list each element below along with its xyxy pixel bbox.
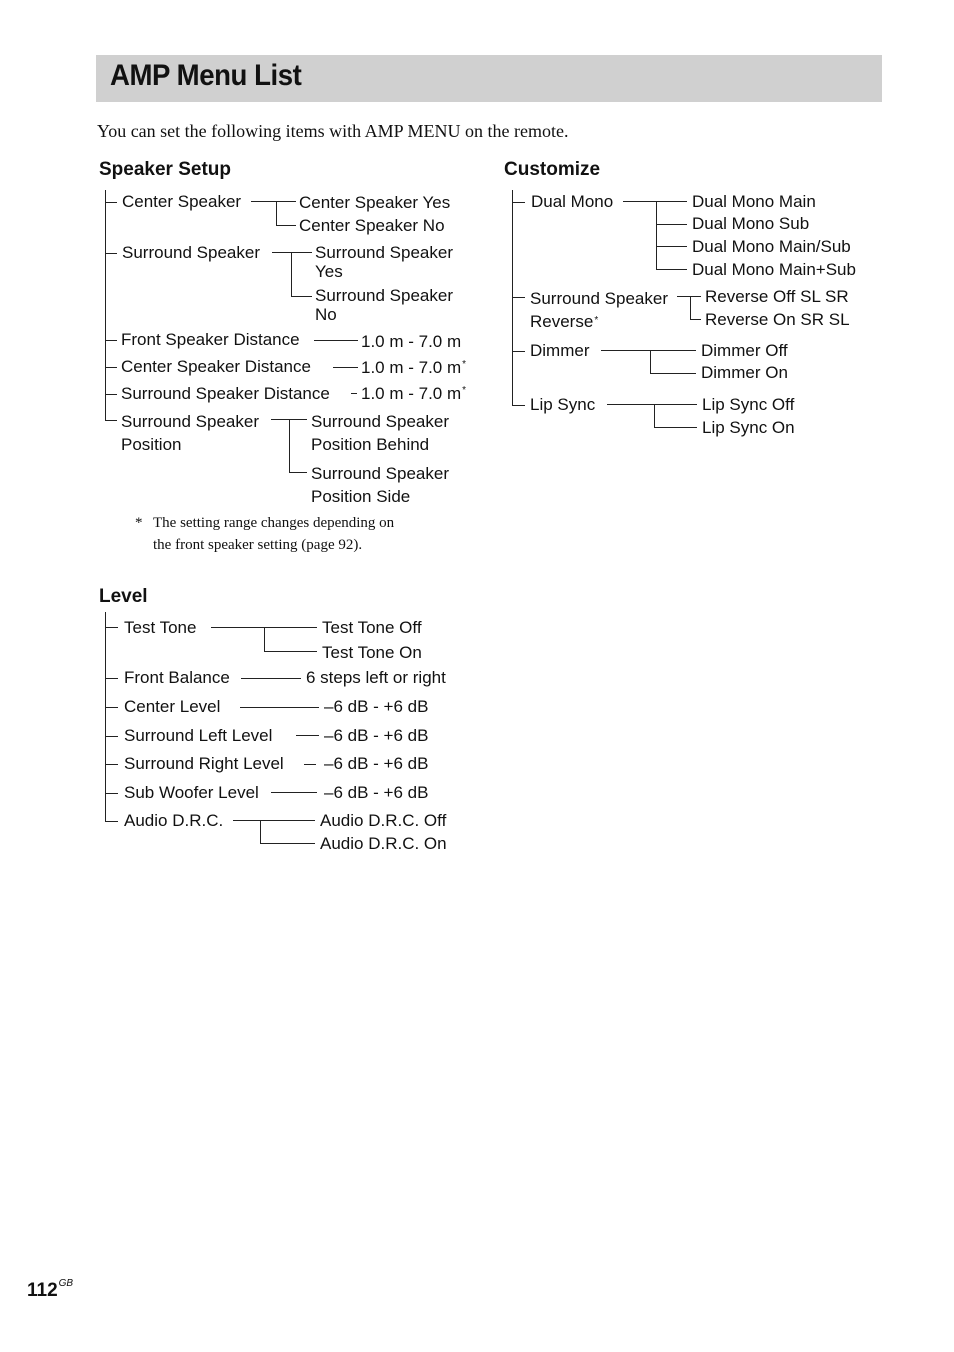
menu-line: [530, 310, 668, 333]
tree-line: [105, 253, 117, 254]
menu-item-center-speaker-distance: Center Speaker Distance: [121, 357, 311, 376]
asterisk-mark: *: [594, 315, 599, 326]
footnote-line: The setting range changes depending on: [153, 515, 395, 531]
value-front-balance: 6 steps left or right: [306, 668, 446, 687]
tree-line: [291, 296, 312, 297]
option-line: Surround Speaker: [315, 286, 453, 305]
tree-line: [271, 792, 317, 793]
menu-item-surround-speaker: Surround Speaker: [122, 243, 260, 262]
speaker-setup-heading: Speaker Setup: [99, 159, 231, 180]
tree-line: [105, 202, 117, 203]
tree-line: [105, 707, 118, 708]
tree-line: [650, 373, 696, 374]
option-audio-drc-off: Audio D.R.C. Off: [320, 811, 447, 830]
menu-line-text: Reverse: [530, 312, 594, 331]
tree-line: [333, 367, 358, 368]
value-text: 1.0 m - 7.0 m: [361, 358, 462, 377]
tree-line: [677, 296, 701, 297]
option-test-tone-off: Test Tone Off: [322, 618, 422, 637]
menu-line: Surround Speaker: [121, 412, 259, 431]
option-line: Position Side: [311, 487, 411, 506]
option-position-behind: [311, 410, 449, 456]
tree-line: [690, 296, 691, 319]
tree-line: [260, 843, 315, 844]
tree-line: [607, 404, 697, 405]
tree-line: [105, 678, 118, 679]
page-number-value: 112: [27, 1280, 58, 1301]
menu-item-surround-left-level: Surround Left Level: [124, 726, 273, 745]
option-line: Yes: [315, 262, 343, 281]
menu-item-test-tone: Test Tone: [124, 618, 197, 637]
value-surround-left-level: –6 dB - +6 dB: [324, 726, 429, 745]
tree-line: [656, 269, 687, 270]
value-text: 1.0 m - 7.0 m: [361, 384, 462, 403]
tree-line: [291, 252, 292, 296]
option-dual-mono-main-sub: Dual Mono Main/Sub: [692, 237, 851, 256]
tree-line: [272, 252, 312, 253]
tree-line: [105, 764, 118, 765]
option-dimmer-on: Dimmer On: [701, 363, 788, 382]
option-dual-mono-main: Dual Mono Main: [692, 192, 816, 211]
tree-line: [314, 340, 358, 341]
tree-line: [656, 246, 687, 247]
value-center-speaker-distance: [361, 358, 466, 377]
option-reverse-off: Reverse Off SL SR: [705, 287, 849, 306]
value-sub-woofer-level: –6 dB - +6 dB: [324, 783, 429, 802]
option-line: No: [315, 305, 337, 324]
option-position-side: [311, 462, 449, 508]
option-center-speaker-yes: Center Speaker Yes: [299, 193, 451, 212]
page-number-suffix: GB: [58, 1278, 74, 1289]
tree-line: [260, 820, 261, 843]
option-surround-speaker-no: [315, 286, 453, 324]
option-line: Position Behind: [311, 435, 430, 454]
tree-line: [304, 764, 316, 765]
option-audio-drc-on: Audio D.R.C. On: [320, 834, 447, 853]
option-line: Surround Speaker: [311, 464, 449, 483]
tree-line: [105, 736, 118, 737]
tree-line: [241, 678, 301, 679]
menu-item-audio-drc: Audio D.R.C.: [124, 811, 224, 830]
menu-item-sub-woofer-level: Sub Woofer Level: [124, 783, 259, 802]
menu-line: Surround Speaker: [530, 289, 668, 308]
tree-line: [264, 651, 317, 652]
menu-item-dual-mono: Dual Mono: [531, 192, 614, 211]
tree-line: [512, 405, 525, 406]
tree-line: [601, 350, 696, 351]
tree-line: [105, 340, 117, 341]
tree-line: [656, 224, 687, 225]
tree-line: [512, 297, 525, 298]
tree-line: [276, 225, 296, 226]
tree-line: [289, 472, 307, 473]
tree-line: [105, 627, 118, 628]
value-surround-speaker-distance: [361, 384, 466, 403]
level-heading: Level: [99, 586, 148, 607]
customize-heading: Customize: [504, 159, 601, 180]
menu-item-surround-speaker-distance: Surround Speaker Distance: [121, 384, 330, 403]
intro-text: You can set the following items with AMP MENU on the remote.: [97, 121, 569, 141]
option-surround-speaker-yes: [315, 243, 453, 281]
title-bar: [96, 55, 882, 102]
tree-line: [623, 201, 687, 202]
tree-line: [656, 201, 657, 269]
tree-line: [105, 420, 117, 421]
menu-item-front-balance: Front Balance: [124, 668, 230, 687]
page-title: AMP Menu List: [110, 59, 302, 92]
tree-line: [233, 820, 315, 821]
asterisk-mark: *: [462, 359, 467, 370]
option-line: Surround Speaker: [311, 412, 449, 431]
tree-line: [351, 393, 357, 394]
tree-line: [512, 351, 525, 352]
tree-line: [296, 735, 319, 736]
menu-item-surround-speaker-reverse: [530, 287, 668, 333]
option-dimmer-off: Dimmer Off: [701, 341, 788, 360]
menu-item-dimmer: Dimmer: [530, 341, 590, 360]
option-reverse-on: Reverse On SR SL: [705, 310, 850, 329]
tree-line: [240, 707, 319, 708]
tree-line: [512, 202, 525, 203]
footnote-text: [153, 512, 394, 556]
tree-line: [289, 419, 290, 472]
tree-line: [105, 821, 118, 822]
page-number: [27, 1280, 73, 1302]
menu-item-center-level: Center Level: [124, 697, 221, 716]
tree-line: [105, 612, 106, 821]
option-line: Surround Speaker: [315, 243, 453, 262]
tree-line: [276, 201, 277, 225]
option-dual-mono-main-plus-sub: Dual Mono Main+Sub: [692, 260, 856, 279]
menu-line: Position: [121, 435, 182, 454]
tree-line: [690, 319, 701, 320]
asterisk-mark: *: [462, 385, 467, 396]
tree-line: [654, 404, 655, 427]
menu-item-lip-sync: Lip Sync: [530, 395, 596, 414]
footnote-line: the front speaker setting (page 92).: [153, 537, 363, 553]
tree-line: [650, 350, 651, 373]
tree-line: [105, 394, 117, 395]
tree-line: [105, 367, 117, 368]
tree-line: [512, 190, 513, 406]
value-front-speaker-distance: 1.0 m - 7.0 m: [361, 332, 462, 351]
menu-item-surround-right-level: Surround Right Level: [124, 754, 284, 773]
tree-line: [105, 793, 118, 794]
tree-line: [654, 427, 697, 428]
tree-line: [251, 201, 296, 202]
menu-item-center-speaker: Center Speaker: [122, 192, 242, 211]
option-test-tone-on: Test Tone On: [322, 643, 422, 662]
menu-item-front-speaker-distance: Front Speaker Distance: [121, 330, 300, 349]
value-center-level: –6 dB - +6 dB: [324, 697, 429, 716]
menu-item-surround-speaker-position: [121, 410, 259, 456]
footnote-mark: *: [135, 515, 143, 531]
tree-line: [264, 627, 265, 651]
option-dual-mono-sub: Dual Mono Sub: [692, 214, 810, 233]
option-lip-sync-off: Lip Sync Off: [702, 395, 795, 414]
option-lip-sync-on: Lip Sync On: [702, 418, 795, 437]
tree-line: [105, 190, 106, 420]
value-surround-right-level: –6 dB - +6 dB: [324, 754, 429, 773]
option-center-speaker-no: Center Speaker No: [299, 216, 445, 235]
